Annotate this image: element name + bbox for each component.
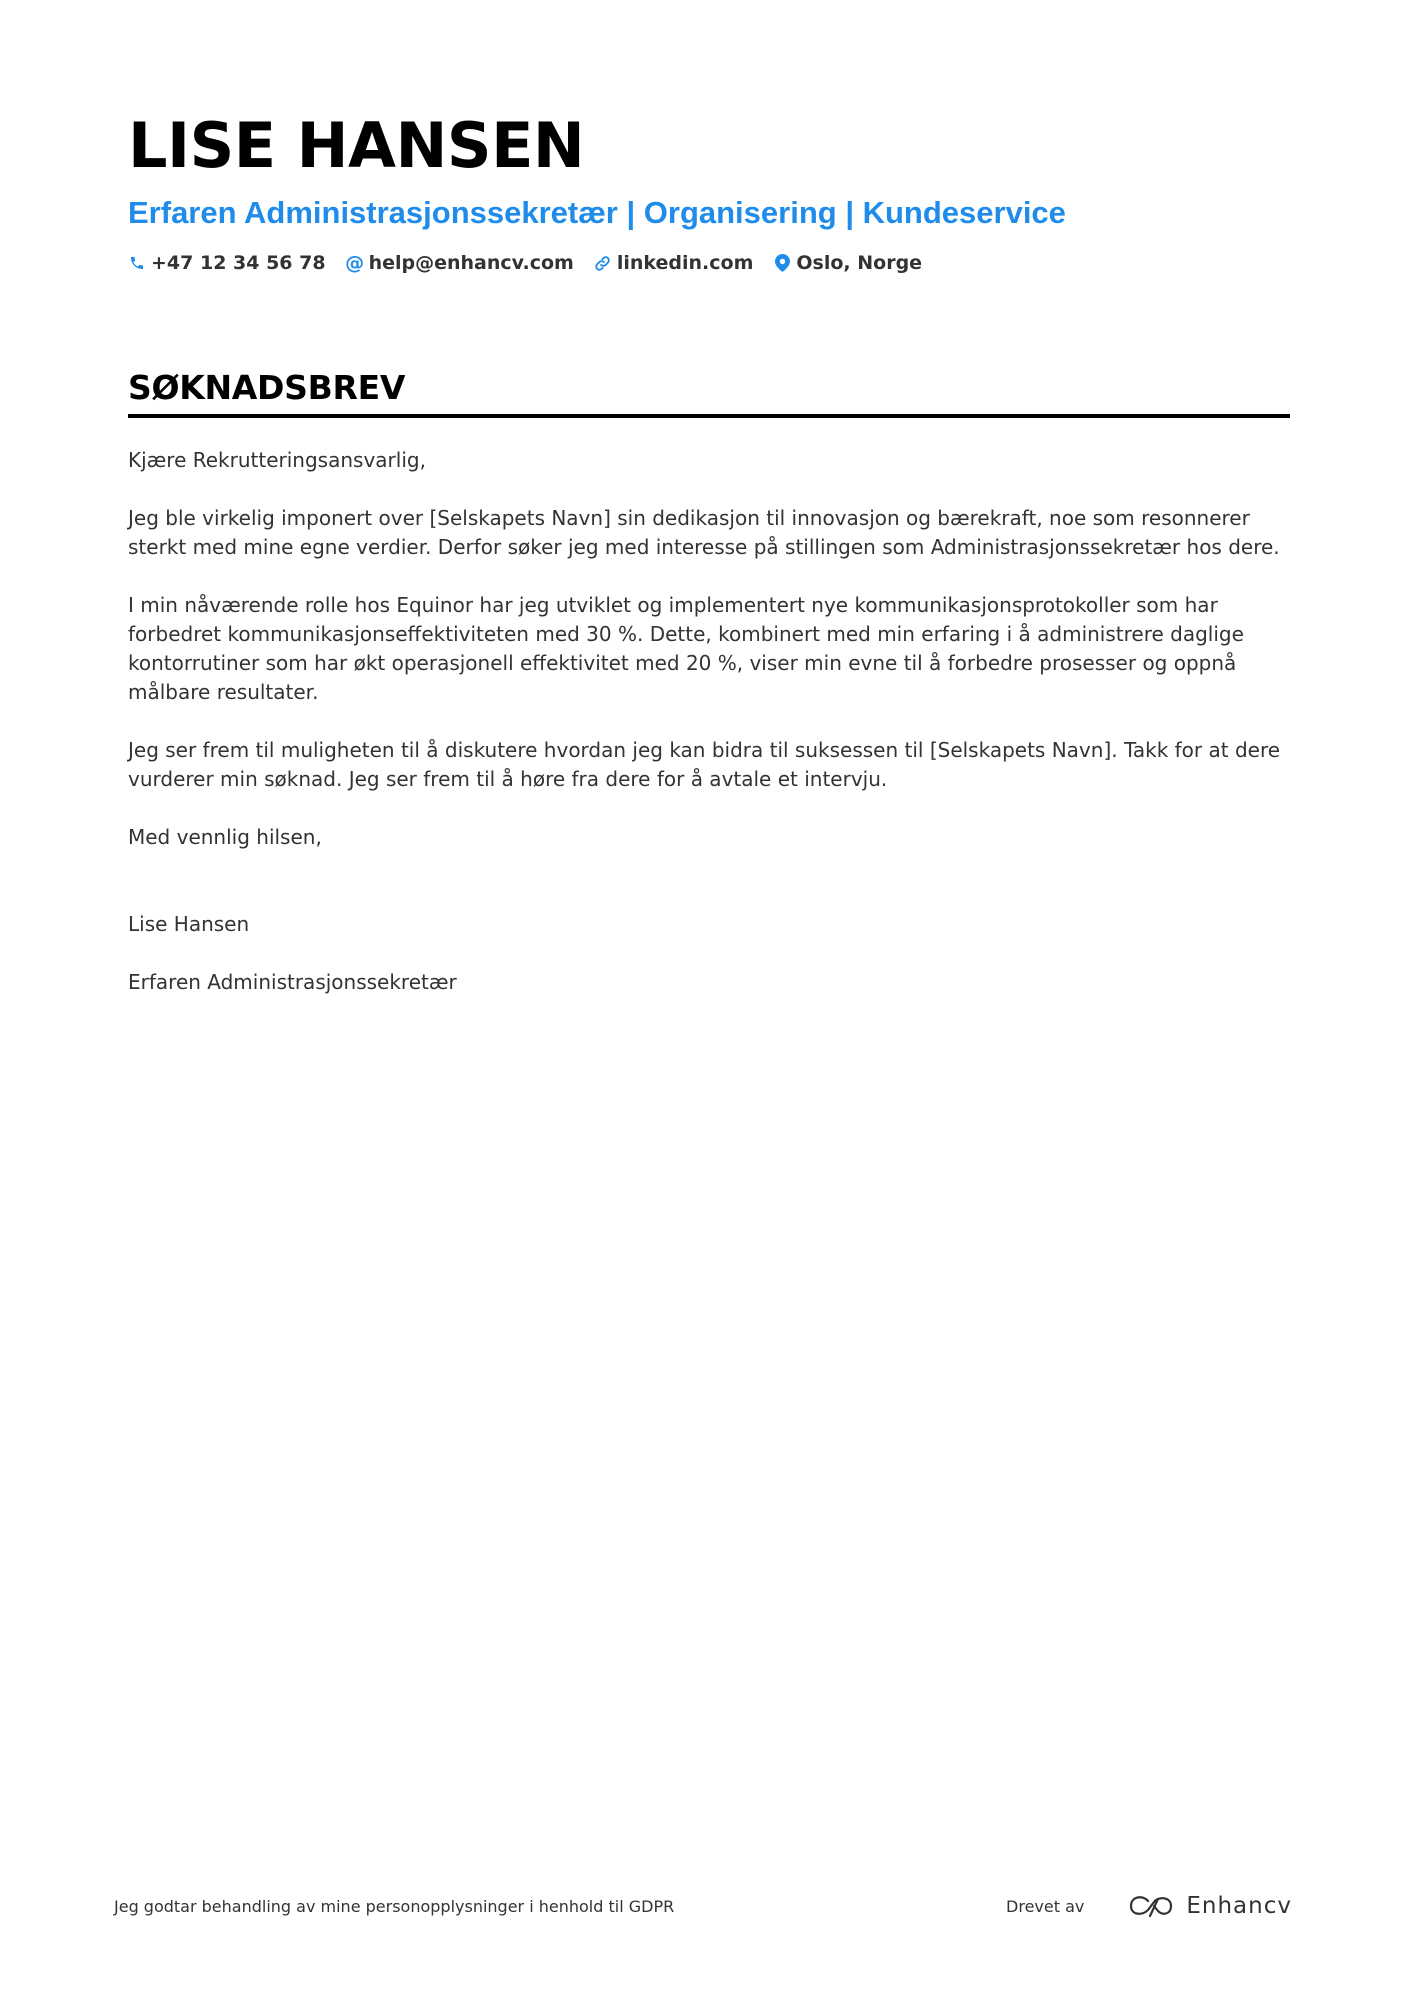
section-divider [128,414,1290,418]
letter-closing: Med vennlig hilsen, [128,825,322,849]
powered-by-label: Drevet av [1006,1896,1085,1916]
applicant-headline: Erfaren Administrasjonssekretær | Organisering | Kundeservice [128,195,1066,230]
applicant-name: LISE HANSEN [128,109,585,182]
signature-title: Erfaren Administrasjonssekretær [128,970,457,994]
enhancv-brand-name: Enhancv [1186,1893,1292,1919]
cover-letter-section [128,366,1290,1026]
enhancv-brand-link[interactable] [1128,1893,1292,1919]
letter-paragraph-2: I min nåværende rolle hos Equinor har jeg utviklet og implementert nye kommunikasjonsprotokoller som har forbedret kommunikasjonseffektiviteten med 30 %. Dette, kombinert med min erfaring i å administrere daglige kontorrutiner som har økt operasjonell effektivitet med 20 %, viser min evne til å forbedre prosesser og oppnå målbare resultater. [128,593,1244,704]
header [128,108,1290,274]
letter-paragraph-1: Jeg ble virkelig imponert over [Selskapets Navn] sin dedikasjon til innovasjon og bærekraft, noe som resonnerer sterkt med mine egne verdier. Derfor søker jeg med interesse på stillingen som Administrasjonssekretær hos dere. [128,506,1280,559]
letter-greeting: Kjære Rekrutteringsansvarlig, [128,448,426,472]
phone-icon [128,254,146,272]
signature-name: Lise Hansen [128,912,250,936]
location-pin-icon [773,254,791,272]
footer [114,1890,1292,1922]
contact-phone [128,252,326,274]
enhancv-logo-icon [1128,1893,1174,1919]
signature-spacer [128,881,1290,910]
gdpr-consent-text: Jeg godtar behandling av mine personopplysninger i henhold til GDPR [114,1896,675,1916]
contact-bar [128,252,1290,274]
letter-paragraph-3: Jeg ser frem til muligheten til å diskutere hvordan jeg kan bidra til suksessen til [Selskapets Navn]. Takk for at dere vurderer min søknad. Jeg ser frem til å høre fra dere for å avtale et intervju. [128,738,1281,791]
link-icon [594,254,612,272]
location-value: Oslo, Norge [796,252,923,274]
powered-by [1006,1893,1292,1919]
contact-linkedin [594,252,754,274]
contact-email [346,252,574,274]
section-title: SØKNADSBREV [128,368,406,407]
at-icon: @ [345,252,365,274]
contact-location [773,252,922,274]
email-value[interactable]: help@enhancv.com [368,252,574,274]
letter-body [128,446,1290,997]
linkedin-value[interactable]: linkedin.com [616,252,754,274]
phone-value[interactable]: +47 12 34 56 78 [151,252,326,274]
